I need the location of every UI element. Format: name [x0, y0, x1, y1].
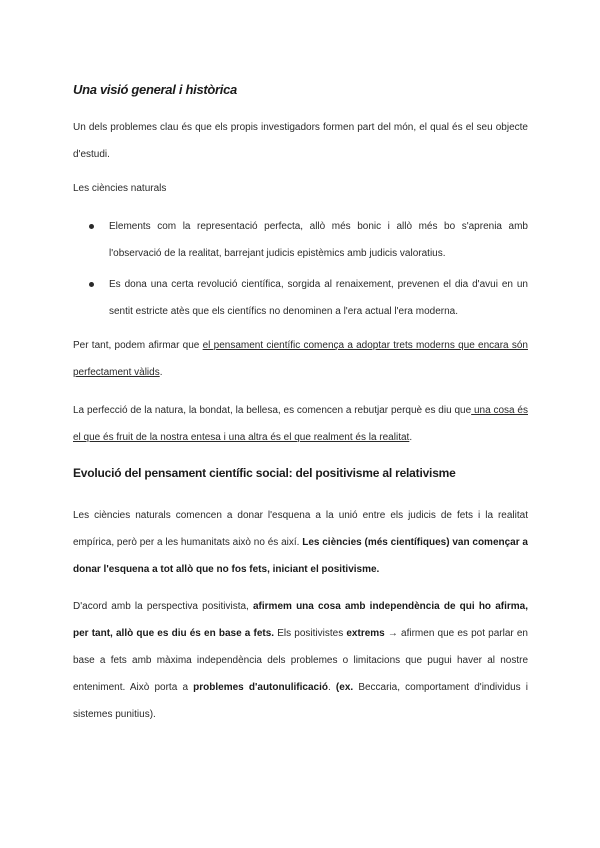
bold-text: Les ciències (més científiques) van començar a donar l'esquena a tot allò que no fos fets, iniciant el positivisme.: [73, 537, 528, 575]
bold-text: problemes d'autonulificació: [193, 682, 328, 693]
paragraph-natural-sciences-label: Les ciències naturals: [73, 183, 167, 194]
text-run: .: [159, 367, 163, 378]
list-item: [73, 271, 528, 325]
text-run: Beccaria, comportament d'individus i sistemes punitius).: [73, 682, 529, 720]
bold-text: extrems: [346, 628, 385, 639]
paragraph-intro: Un dels problemes clau és que els propis investigadors formen part del món, el qual és el seu objecte d'estudi.: [73, 122, 528, 160]
text-run: Els positivistes: [274, 628, 347, 639]
paragraph-positivism: [73, 502, 528, 583]
list-item: [73, 213, 528, 267]
bold-text: afirmem una cosa amb independència de qui ho afirma, per tant, allò que es diu és en base a fets.: [73, 601, 528, 639]
text-run: Per tant, podem afirmar que: [73, 340, 203, 351]
bullet-text: Es dona una certa revolució científica, sorgida al renaixement, prevenen el dia d'avui en un sentit estricte atès que els científics no denominen a l'era actual l'era moderna.: [109, 279, 528, 317]
bullet-text: Elements com la representació perfecta, allò més bonic i allò més bo s'aprenia amb l'observació de la realitat, barrejant judicis epistèmics amb judicis valoratius.: [109, 221, 528, 259]
underlined-text: una cosa és el que és fruit de la nostra entesa i una altra és el que realment és la realitat: [73, 405, 528, 443]
text-run: → afirmen que es pot parlar en base a fets amb màxima independència dels problemes o limitacions que pugui haver al nostre enteniment. Això porta a: [73, 628, 528, 693]
underlined-text: el pensament científic comença a adoptar trets moderns que encara són perfectament vàlids: [73, 340, 528, 378]
bullet-icon: [89, 282, 94, 287]
bullet-list: [73, 213, 528, 329]
section-heading-evolution: Evolució del pensament científic social: del positivisme al relativisme: [73, 466, 456, 480]
paragraph-positivist-perspective: [73, 593, 528, 728]
text-run: D'acord amb la perspectiva positivista,: [73, 601, 253, 612]
paragraph-conclusion: [73, 332, 528, 386]
paragraph-perfection: [73, 397, 528, 451]
bold-text: (ex.: [335, 682, 354, 693]
text-run: Les ciències naturals comencen a donar l'esquena a la unió entre els judicis de fets i la realitat empírica, però per a les humanitats això no és així.: [73, 510, 528, 548]
text-run: La perfecció de la natura, la bondat, la bellesa, es comencen a rebutjar perquè es diu que: [73, 405, 472, 416]
text-run: .: [327, 682, 336, 693]
bullet-icon: [89, 224, 94, 229]
text-run: .: [409, 432, 413, 443]
section-heading-overview: Una visió general i històrica: [73, 82, 237, 97]
